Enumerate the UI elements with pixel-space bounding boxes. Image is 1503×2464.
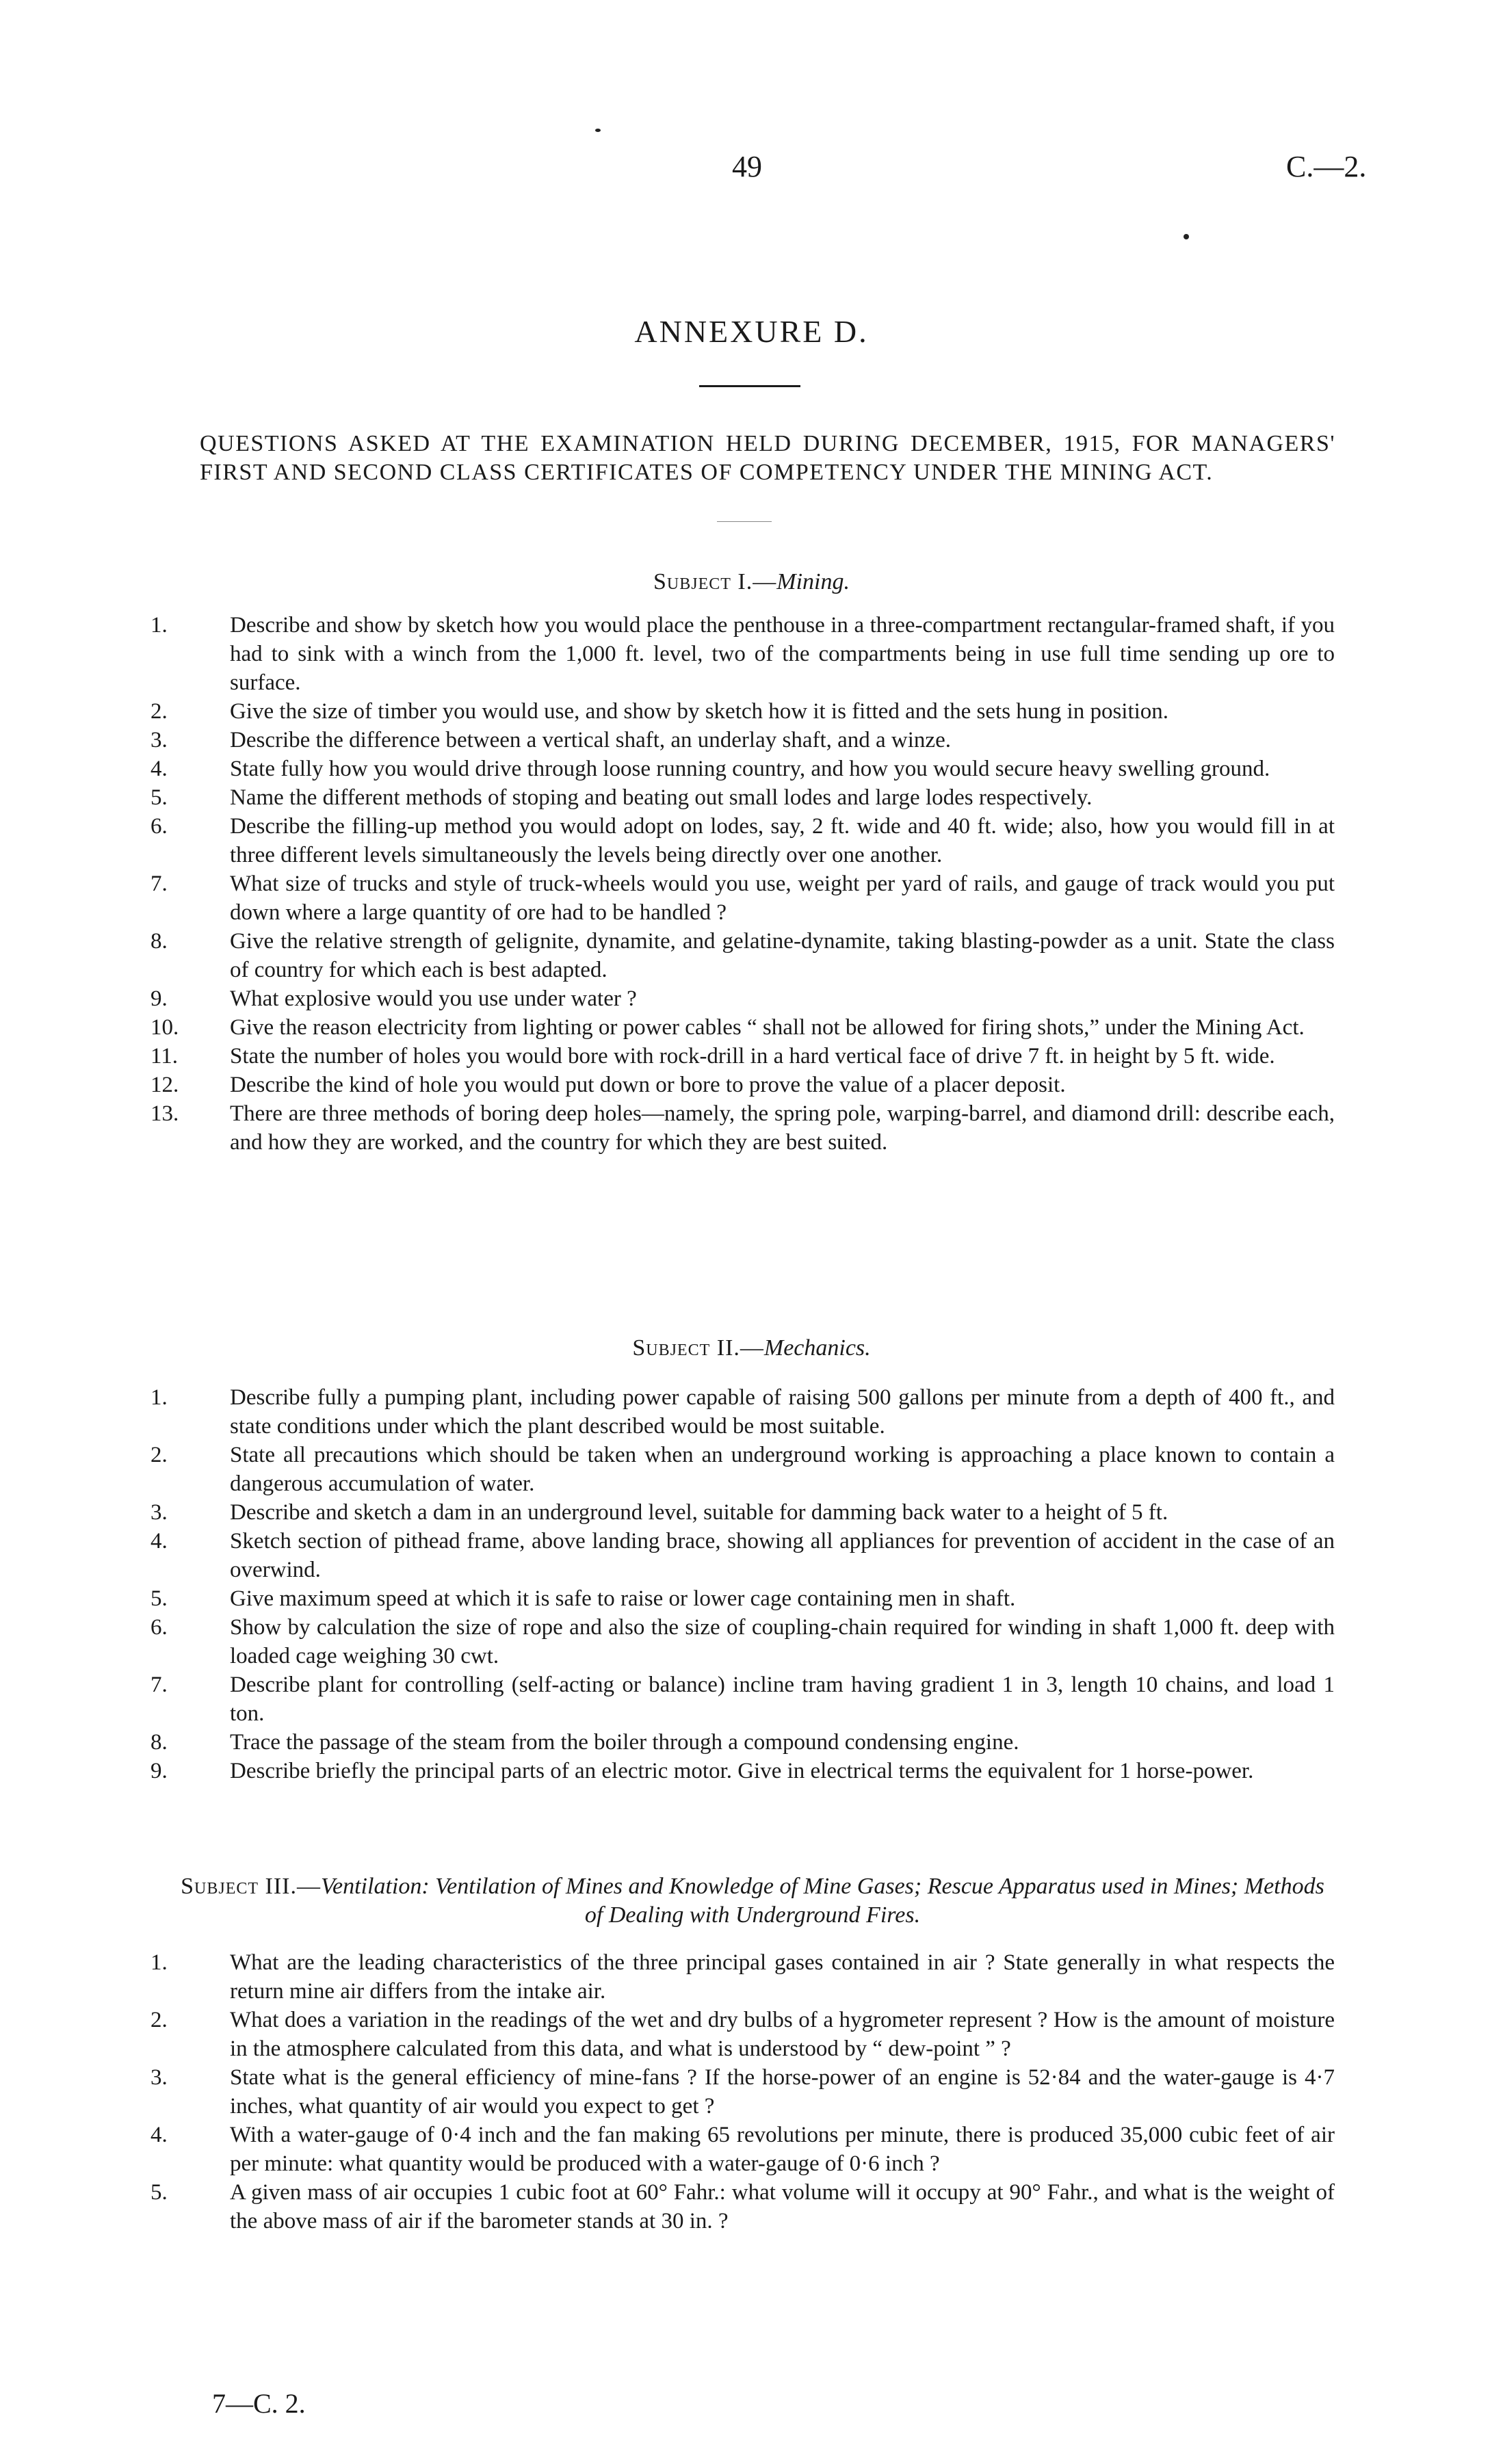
question-text: With a water-gauge of 0·4 inch and the fan making 65 revolutions per minute, there is produced 35,000 cubic feet of air per minute: what quantity would be produced with a water-gauge of 0·6 inch ? bbox=[230, 2123, 1335, 2176]
question-text: What are the leading characteristics of the three principal gases contained in air ? State generally in what respects the return mine air differs from the intake air. bbox=[230, 1950, 1335, 2004]
question-item bbox=[0, 1383, 1335, 1441]
question-item bbox=[0, 2121, 1335, 2178]
subject-label: Subject I.— bbox=[653, 569, 777, 594]
question-number: 11. bbox=[151, 1044, 179, 1069]
question-number: 4. bbox=[151, 757, 168, 781]
question-number: 5. bbox=[151, 785, 168, 810]
question-item bbox=[0, 1441, 1335, 1498]
question-number: 10. bbox=[151, 1015, 179, 1040]
question-text: What explosive would you use under water ? bbox=[230, 986, 637, 1011]
question-number: 7. bbox=[151, 871, 168, 896]
question-item bbox=[0, 1670, 1335, 1728]
question-item bbox=[0, 2178, 1335, 2236]
subject-name: Mining. bbox=[776, 569, 850, 594]
subject-one-questions bbox=[0, 611, 1503, 1157]
question-text: State all precautions which should be taken when an underground working is approaching a place known to contain a dangerous accumulation of water. bbox=[230, 1443, 1335, 1496]
question-text: Sketch section of pithead frame, above landing brace, showing all appliances for prevention of accident in the case of an overwind. bbox=[230, 1529, 1335, 1582]
question-item bbox=[0, 927, 1335, 984]
question-text: Describe briefly the principal parts of an electric motor. Give in electrical terms the equivalent for 1 horse-power. bbox=[230, 1759, 1254, 1783]
question-number: 3. bbox=[151, 2065, 168, 2090]
question-text: State the number of holes you would bore with rock-drill in a hard vertical face of drive 7 ft. in height by 5 ft. wide. bbox=[230, 1044, 1275, 1069]
title-divider bbox=[699, 385, 800, 387]
question-text: Give maximum speed at which it is safe to raise or lower cage containing men in shaft. bbox=[230, 1586, 1016, 1611]
question-item bbox=[0, 755, 1335, 783]
question-item bbox=[0, 611, 1335, 697]
question-number: 7. bbox=[151, 1673, 168, 1697]
question-item bbox=[0, 697, 1335, 726]
page-number: 49 bbox=[732, 150, 762, 183]
question-text: Describe and show by sketch how you would place the penthouse in a three-compartment rectangular-framed shaft, if you had to sink with a winch from the 1,000 ft. level, two of the compartments being in use full time sending up ore to surface. bbox=[230, 613, 1335, 695]
question-number: 3. bbox=[151, 1500, 168, 1525]
question-number: 6. bbox=[151, 1615, 168, 1640]
question-number: 3. bbox=[151, 728, 168, 752]
annexure-title: ANNEXURE D. bbox=[634, 314, 869, 349]
question-item bbox=[0, 726, 1335, 755]
question-number: 6. bbox=[151, 814, 168, 839]
question-item bbox=[0, 1498, 1335, 1527]
subject-label: Subject II.— bbox=[632, 1335, 764, 1361]
question-text: Describe and sketch a dam in an underground level, suitable for damming back water to a height of 5 ft. bbox=[230, 1500, 1168, 1525]
question-number: 5. bbox=[151, 1586, 168, 1611]
question-text: Give the size of timber you would use, and show by sketch how it is fitted and the sets hung in position. bbox=[230, 699, 1169, 724]
subject-name: Mechanics. bbox=[763, 1335, 871, 1361]
main-heading: QUESTIONS ASKED AT THE EXAMINATION HELD DURING DECEMBER, 1915, FOR MANAGERS' FIRST AND SECOND CLASS CERTIFICATES OF COMPETENCY UNDER THE MINING ACT. bbox=[200, 431, 1335, 485]
question-number: 9. bbox=[151, 986, 168, 1011]
question-number: 9. bbox=[151, 1759, 168, 1783]
question-item bbox=[0, 783, 1335, 812]
question-number: 8. bbox=[151, 1730, 168, 1755]
footer-signature: 7—C. 2. bbox=[212, 2388, 306, 2419]
question-number: 2. bbox=[151, 699, 168, 724]
question-item bbox=[0, 1613, 1335, 1670]
question-text: Show by calculation the size of rope and also the size of coupling-chain required for winding in shaft 1,000 ft. deep with loaded cage weighing 30 cwt. bbox=[230, 1615, 1335, 1668]
question-text: State what is the general efficiency of mine-fans ? If the horse-power of an engine is 52·84 and the water-gauge is 4·7 inches, what quantity of air would you expect to get ? bbox=[230, 2065, 1335, 2119]
question-item bbox=[0, 1013, 1335, 1042]
question-item bbox=[0, 2006, 1335, 2063]
question-item bbox=[0, 1948, 1335, 2006]
question-text: Describe the difference between a vertical shaft, an underlay shaft, and a winze. bbox=[230, 728, 951, 752]
question-text: Name the different methods of stoping and beating out small lodes and large lodes respectively. bbox=[230, 785, 1093, 810]
ink-speck bbox=[1184, 234, 1189, 239]
question-number: 8. bbox=[151, 929, 168, 954]
question-item bbox=[0, 1099, 1335, 1157]
question-number: 4. bbox=[151, 2123, 168, 2147]
subject-three-heading bbox=[171, 1872, 1334, 1930]
question-number: 5. bbox=[151, 2180, 168, 2205]
question-item bbox=[0, 1584, 1335, 1613]
question-item bbox=[0, 1042, 1335, 1071]
question-number: 13. bbox=[151, 1101, 179, 1126]
question-number: 4. bbox=[151, 1529, 168, 1554]
question-text: Describe the kind of hole you would put down or bore to prove the value of a placer deposit. bbox=[230, 1073, 1066, 1097]
question-number: 1. bbox=[151, 1385, 168, 1410]
question-text: Give the reason electricity from lighting or power cables “ shall not be allowed for firing shots,” under the Mining Act. bbox=[230, 1015, 1305, 1040]
question-text: Describe plant for controlling (self-acting or balance) incline tram having gradient 1 in 3, length 10 chains, and load 1 ton. bbox=[230, 1673, 1335, 1726]
subject-two-heading bbox=[0, 1335, 1503, 1361]
question-item bbox=[0, 984, 1335, 1013]
question-text: What does a variation in the readings of the wet and dry bulbs of a hygrometer represent ? How is the amount of moisture in the atmosphere calculated from this data, and what is understood by “ dew-point ” ? bbox=[230, 2008, 1335, 2061]
question-item bbox=[0, 1527, 1335, 1584]
question-text: A given mass of air occupies 1 cubic foot at 60° Fahr.: what volume will it occupy at 90° Fahr., and what is the weight of the above mass of air if the barometer stands at 30 in. ? bbox=[230, 2180, 1335, 2233]
question-text: What size of trucks and style of truck-wheels would you use, weight per yard of rails, and gauge of track would you put down where a large quantity of ore had to be handled ? bbox=[230, 871, 1335, 925]
question-number: 2. bbox=[151, 1443, 168, 1467]
document-reference: C.—2. bbox=[1286, 150, 1367, 183]
question-item bbox=[0, 869, 1335, 927]
question-text: Give the relative strength of gelignite, dynamite, and gelatine-dynamite, taking blasting-powder as a unit. State the class of country for which each is best adapted. bbox=[230, 929, 1335, 982]
question-item bbox=[0, 1757, 1335, 1785]
question-item bbox=[0, 1728, 1335, 1757]
question-text: State fully how you would drive through loose running country, and how you would secure heavy swelling ground. bbox=[230, 757, 1270, 781]
question-text: Trace the passage of the steam from the boiler through a compound condensing engine. bbox=[230, 1730, 1019, 1755]
subject-name: Ventilation: Ventilation of Mines and Knowledge of Mine Gases; Rescue Apparatus used in Mines; Methods of Dealing with Underground Fires. bbox=[321, 1874, 1324, 1928]
question-number: 12. bbox=[151, 1073, 179, 1097]
question-number: 1. bbox=[151, 613, 168, 638]
subject-one-heading bbox=[0, 569, 1503, 595]
question-text: Describe fully a pumping plant, including power capable of raising 500 gallons per minute from a depth of 400 ft., and state conditions under which the plant described would be most suitable. bbox=[230, 1385, 1335, 1439]
question-number: 1. bbox=[151, 1950, 168, 1975]
question-item bbox=[0, 1071, 1335, 1099]
ink-speck bbox=[595, 129, 601, 132]
subject-two-questions bbox=[0, 1383, 1503, 1785]
subject-label: Subject III.— bbox=[181, 1874, 322, 1899]
question-number: 2. bbox=[151, 2008, 168, 2032]
subject-three-questions bbox=[0, 1948, 1503, 2236]
question-text: Describe the filling-up method you would adopt on lodes, say, 2 ft. wide and 40 ft. wide; also, how you would fill in at three different levels simultaneously the levels being directly over one another. bbox=[230, 814, 1335, 867]
heading-divider bbox=[717, 521, 772, 522]
question-text: There are three methods of boring deep holes—namely, the spring pole, warping-barrel, and diamond drill: describe each, and how they are worked, and the country for which they are best suited. bbox=[230, 1101, 1335, 1155]
question-item bbox=[0, 812, 1335, 869]
question-item bbox=[0, 2063, 1335, 2121]
